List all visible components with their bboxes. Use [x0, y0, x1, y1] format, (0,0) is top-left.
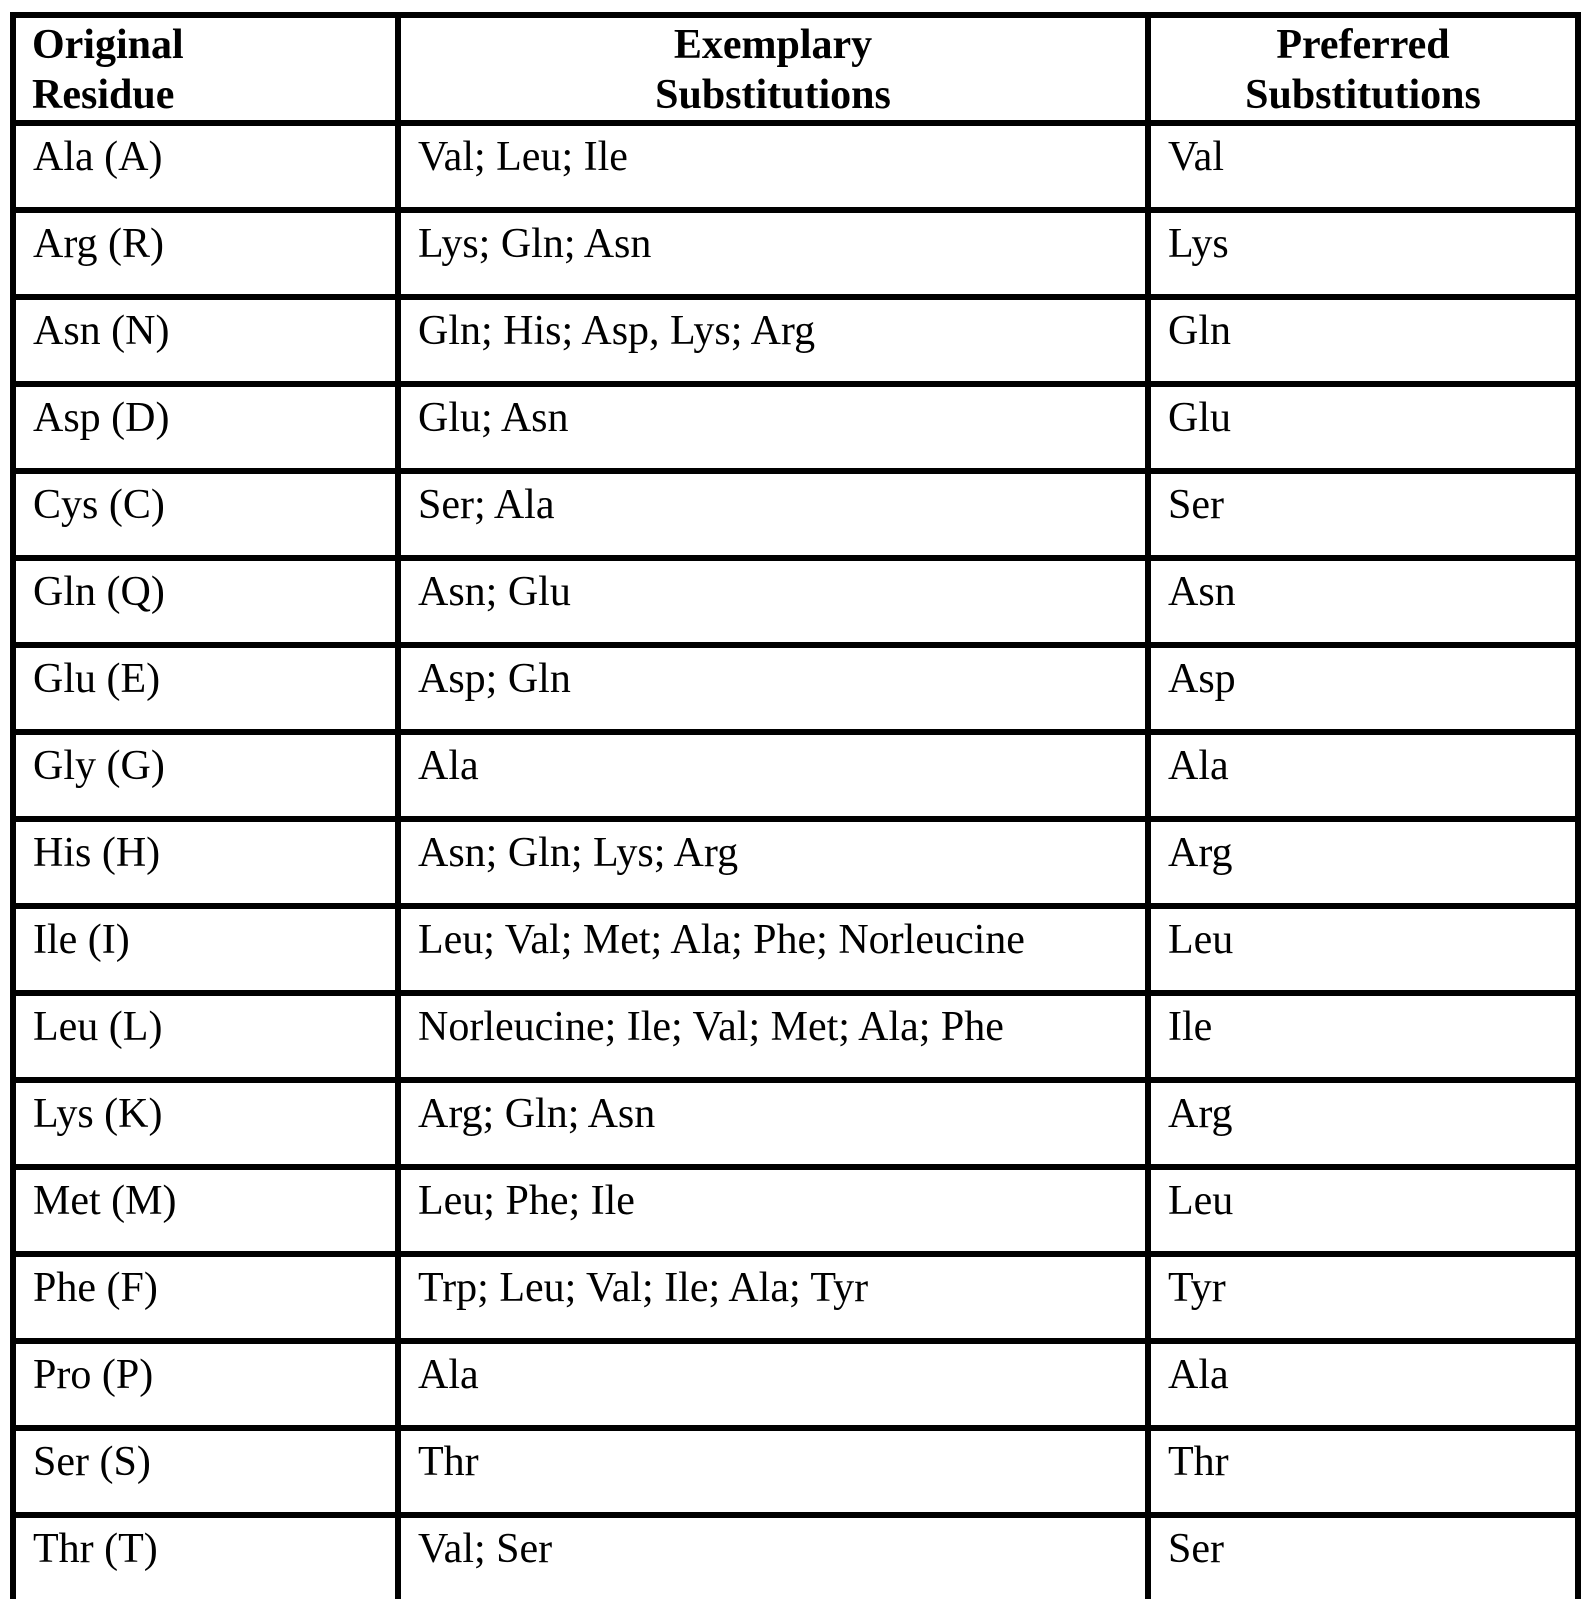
cell-exemplary: Val; Ser: [398, 1515, 1148, 1599]
table-row: [13, 123, 1578, 210]
cell-exemplary: Asn; Glu: [398, 558, 1148, 645]
cell-preferred: Lys: [1148, 210, 1578, 297]
cell-exemplary: Asp; Gln: [398, 645, 1148, 732]
header-preferred-substitutions: Preferred Substitutions: [1148, 15, 1578, 123]
cell-original: Phe (F): [13, 1254, 398, 1341]
cell-exemplary: Norleucine; Ile; Val; Met; Ala; Phe: [398, 993, 1148, 1080]
cell-original: His (H): [13, 819, 398, 906]
cell-preferred: Ser: [1148, 1515, 1578, 1599]
table-row: [13, 384, 1578, 471]
table-row: [13, 1341, 1578, 1428]
cell-exemplary: Val; Leu; Ile: [398, 123, 1148, 210]
cell-preferred: Asp: [1148, 645, 1578, 732]
cell-preferred: Thr: [1148, 1428, 1578, 1515]
cell-preferred: Leu: [1148, 1167, 1578, 1254]
cell-original: Leu (L): [13, 993, 398, 1080]
table-row: [13, 1254, 1578, 1341]
cell-original: Asn (N): [13, 297, 398, 384]
header-row: [13, 15, 1578, 123]
table-row: [13, 1428, 1578, 1515]
cell-exemplary: Ala: [398, 732, 1148, 819]
cell-exemplary: Asn; Gln; Lys; Arg: [398, 819, 1148, 906]
cell-original: Ile (I): [13, 906, 398, 993]
table-row: [13, 993, 1578, 1080]
cell-exemplary: Glu; Asn: [398, 384, 1148, 471]
table-row: [13, 558, 1578, 645]
cell-original: Ser (S): [13, 1428, 398, 1515]
table-row: [13, 732, 1578, 819]
cell-exemplary: Thr: [398, 1428, 1148, 1515]
cell-preferred: Ser: [1148, 471, 1578, 558]
cell-exemplary: Leu; Val; Met; Ala; Phe; Norleucine: [398, 906, 1148, 993]
cell-preferred: Ala: [1148, 1341, 1578, 1428]
cell-original: Gly (G): [13, 732, 398, 819]
cell-original: Glu (E): [13, 645, 398, 732]
cell-exemplary: Leu; Phe; Ile: [398, 1167, 1148, 1254]
cell-original: Arg (R): [13, 210, 398, 297]
cell-preferred: Tyr: [1148, 1254, 1578, 1341]
cell-original: Asp (D): [13, 384, 398, 471]
cell-preferred: Arg: [1148, 1080, 1578, 1167]
cell-original: Pro (P): [13, 1341, 398, 1428]
table-row: [13, 645, 1578, 732]
cell-preferred: Arg: [1148, 819, 1578, 906]
cell-preferred: Val: [1148, 123, 1578, 210]
table-row: [13, 210, 1578, 297]
cell-exemplary: Ser; Ala: [398, 471, 1148, 558]
table-row-truncated: [13, 1515, 1578, 1599]
cell-original: Ala (A): [13, 123, 398, 210]
cell-preferred: Ala: [1148, 732, 1578, 819]
cell-preferred: Ile: [1148, 993, 1578, 1080]
amino-acid-substitution-table: [10, 12, 1581, 1599]
cell-exemplary: Ala: [398, 1341, 1148, 1428]
header-original-residue: Original Residue: [13, 15, 398, 123]
cell-preferred: Leu: [1148, 906, 1578, 993]
cell-preferred: Asn: [1148, 558, 1578, 645]
table-row: [13, 1080, 1578, 1167]
cell-preferred: Gln: [1148, 297, 1578, 384]
cell-exemplary: Arg; Gln; Asn: [398, 1080, 1148, 1167]
cell-original: Met (M): [13, 1167, 398, 1254]
header-exemplary-substitutions: Exemplary Substitutions: [398, 15, 1148, 123]
cell-exemplary: Gln; His; Asp, Lys; Arg: [398, 297, 1148, 384]
cell-preferred: Glu: [1148, 384, 1578, 471]
table-row: [13, 819, 1578, 906]
table-row: [13, 297, 1578, 384]
cell-original: Gln (Q): [13, 558, 398, 645]
cell-exemplary: Trp; Leu; Val; Ile; Ala; Tyr: [398, 1254, 1148, 1341]
table-row: [13, 1167, 1578, 1254]
cell-original: Thr (T): [13, 1515, 398, 1599]
table-row: [13, 471, 1578, 558]
cell-original: Lys (K): [13, 1080, 398, 1167]
table-row: [13, 906, 1578, 993]
cell-exemplary: Lys; Gln; Asn: [398, 210, 1148, 297]
cell-original: Cys (C): [13, 471, 398, 558]
